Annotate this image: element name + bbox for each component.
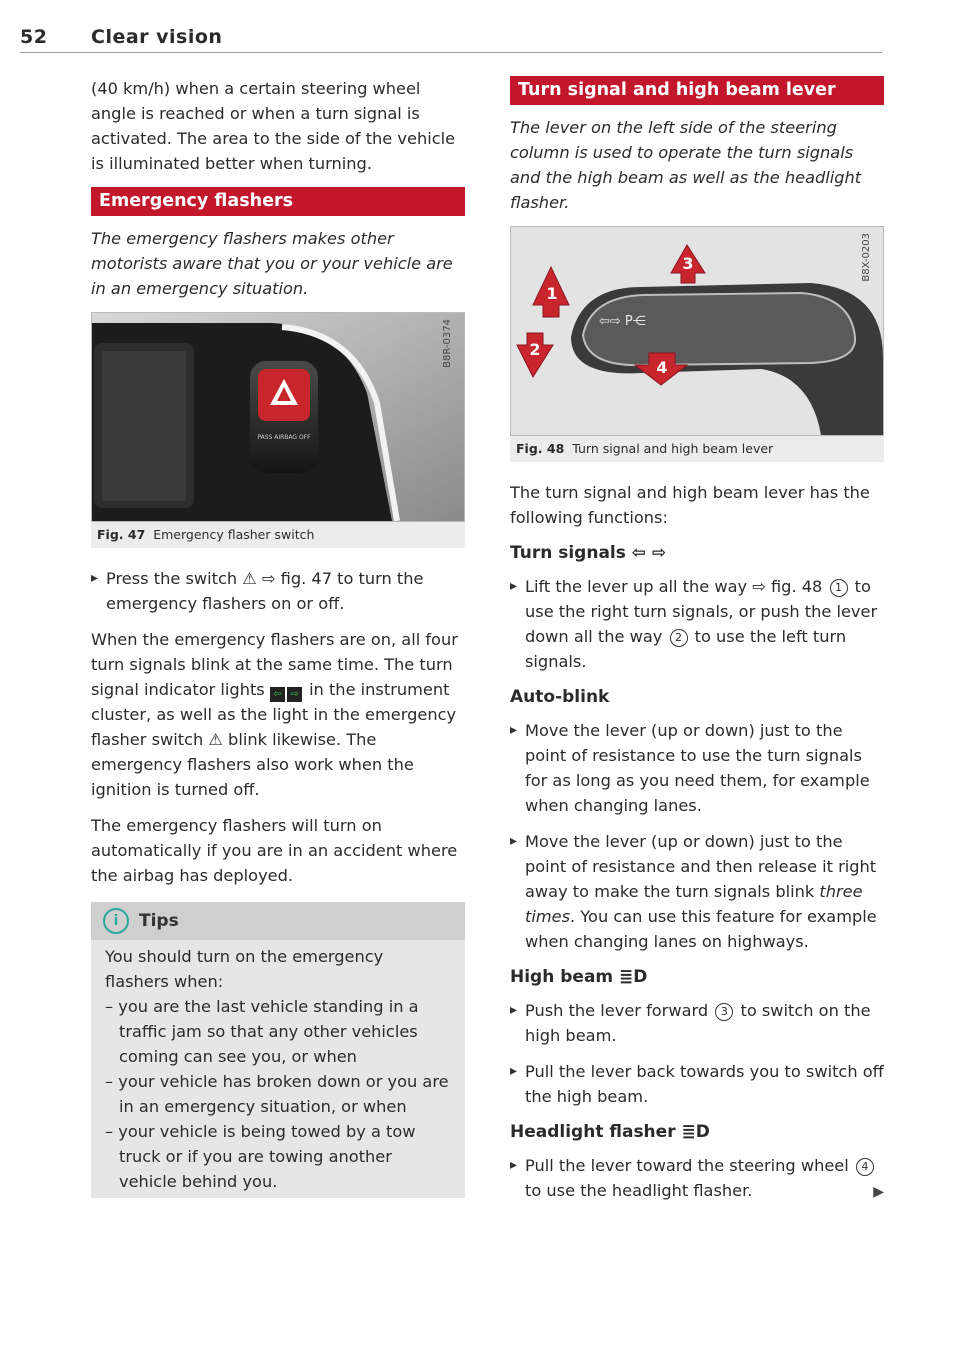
info-icon: i (103, 908, 129, 934)
turn-signals-bullet (510, 574, 884, 674)
text: Lift the lever up all the way ⇨ fig. 48 (525, 577, 823, 596)
figure-label: Fig. 47 (97, 527, 146, 542)
paragraph-text: When the emergency flashers are on, all four turn signals blink at the same time. The turn signal indicator lights (91, 630, 458, 699)
lever-intro: The turn signal and high beam lever has the following functions: (510, 483, 870, 527)
right-indicator-icon: ⇨ (287, 687, 302, 702)
figure-48 (510, 226, 884, 436)
text: to use the right turn signals, or push the lever down all the way (525, 577, 878, 646)
text: . You can use this feature for example when changing lanes on highways. (525, 907, 877, 951)
circled-3: 3 (715, 1003, 733, 1021)
text: to use the headlight flasher. (525, 1181, 753, 1200)
text: to switch on the high beam. (525, 1001, 871, 1045)
left-indicator-icon: ⇦ (270, 687, 285, 702)
page-header (20, 24, 882, 53)
tips-box (91, 902, 465, 1198)
subheading-turn-signals: Turn signals ⇦ ⇨ (510, 543, 667, 563)
continued-paragraph: (40 km/h) when a certain steering wheel angle is reached or when a turn signal is activated. The area to the side of the vehicle is illuminated better when turning. (91, 79, 456, 173)
high-beam-bullet (510, 998, 884, 1048)
auto-blink-bullet: ▸ Move the lever (up or down) just to the point of resistance to use the turn signals for as long as you need them, for example when changing lanes. (510, 718, 884, 818)
circled-2: 2 (670, 629, 688, 647)
text-italic: three times (525, 882, 863, 926)
headlight-flasher-bullet (510, 1153, 884, 1203)
marker-3: 3 (682, 254, 694, 273)
continue-arrow-icon: ▶ (873, 1184, 884, 1200)
figure-caption-text: Turn signal and high beam lever (572, 441, 774, 456)
figure-47-caption (91, 522, 465, 548)
tips-item: – your vehicle has broken down or you are in an emergency situation, or when (105, 1072, 449, 1116)
emergency-switch-illustration (92, 313, 464, 521)
tips-item: – your vehicle is being towed by a tow truck or if you are towing another vehicle behind you. (105, 1122, 416, 1191)
tips-title: Tips (139, 911, 179, 931)
right-column (510, 76, 884, 1214)
section-heading-turn-signal: Turn signal and high beam lever (510, 76, 884, 105)
text: Push the lever forward (525, 1001, 709, 1020)
page-number: 52 (20, 26, 48, 48)
auto-blink-bullet (510, 829, 884, 954)
subheading-auto-blink: Auto-blink (510, 687, 610, 707)
chapter-title: Clear vision (91, 26, 223, 48)
figure-48-caption (510, 436, 884, 462)
paragraph-airbag: The emergency flashers will turn on automatically if you are in an accident where the airbag has deployed. (91, 816, 458, 885)
instruction-bullet: ▸ Press the switch ⚠ ⇨ fig. 47 to turn the emergency flashers on or off. (91, 566, 465, 616)
tips-header (91, 902, 465, 940)
text: to use the left turn signals. (525, 627, 847, 671)
circled-1: 1 (830, 579, 848, 597)
text: Pull the lever toward the steering wheel (525, 1156, 849, 1175)
paragraph-text: in the instrument cluster, as well as the light in the emergency flasher switch ⚠ blink likewise. The emergency flashers also work when the ignition is turned off. (91, 680, 457, 799)
marker-4: 4 (656, 358, 668, 377)
figure-code: B8R-0374 (442, 319, 453, 368)
figure-47 (91, 312, 465, 522)
lever-symbols: ⇦⇨ P⋲ (599, 314, 646, 329)
switch-label-text: PASS AIRBAG OFF (257, 434, 311, 441)
section-intro: The emergency flashers makes other motorists aware that you or your vehicle are in an emergency situation. (91, 229, 453, 298)
lever-illustration (511, 227, 883, 435)
section-intro: The lever on the left side of the steering column is used to operate the turn signals and the high beam as well as the headlight flasher. (510, 118, 862, 212)
tips-body (91, 940, 465, 1198)
subheading-headlight-flasher: Headlight flasher ≣D (510, 1122, 710, 1142)
text: Move the lever (up or down) just to the point of resistance and then release it right away to make the turn signals blink (525, 832, 877, 901)
marker-1: 1 (546, 284, 558, 303)
figure-label: Fig. 48 (516, 441, 565, 456)
left-column (91, 76, 465, 1198)
subheading-high-beam: High beam ≣D (510, 967, 648, 987)
figure-code: B8X-0203 (861, 233, 872, 282)
tips-item: – you are the last vehicle standing in a traffic jam so that any other vehicles coming can see you, or when (105, 997, 419, 1066)
section-heading-emergency-flashers: Emergency flashers (91, 187, 465, 216)
circled-4: 4 (856, 1158, 874, 1176)
high-beam-bullet: ▸ Pull the lever back towards you to switch off the high beam. (510, 1059, 884, 1109)
figure-caption-text: Emergency flasher switch (153, 527, 315, 542)
paragraph-indicators (91, 627, 465, 802)
tips-lead: You should turn on the emergency flashers when: (105, 947, 384, 991)
marker-2: 2 (529, 340, 541, 359)
